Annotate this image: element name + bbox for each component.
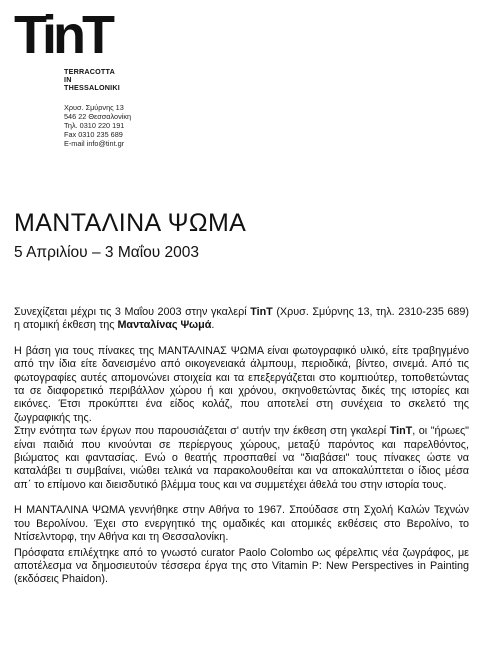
contact-address-city: 546 22 Θεσσαλονίκη	[64, 111, 132, 121]
contact-email: E-mail info@tint.gr	[64, 138, 125, 148]
paragraph-technique: Η βάση για τους πίνακες της ΜΑΝΤΑΛΙΝΑΣ ΨΩΜΑ είναι φωτογραφικό υλικό, είτε τραβηγμένο από την ίδια είτε δανεισμένο από οικογενειακά άλμπουμ, περιοδικά, βίντεο, σινεμά. Από τις φωτογραφίες αυτές απομονώνει στοιχεία και τα επεξεργάζεται στο κομπιούτερ, τοποθετώντας τα σε διαφορετικό περιβάλλον χώρου ή και χρόνου, σκηνοθετώντας δικές της ιστορίες και εικόνες. Έτσι προκύπτει ένα είδος κολάζ, που αποτελεί στη συνέχεια το σκελετό της ζωγραφικής της.	[14, 344, 469, 424]
intro-text-b: (Χρυσ. Σμύρνης 13, τηλ. 2310-235 689) η ατομική έκθεση της	[14, 306, 469, 332]
intro-artist-name: Μανταλίνας Ψωμά	[117, 319, 212, 332]
exhibition-title: ΜΑΝΤΑΛΙΝΑ ΨΩΜΑ	[14, 209, 247, 237]
paragraph-recent: Πρόσφατα επιλέχτηκε από το γνωστό curator Paolo Colombo ως φέρελπις νέα ζωγράφος, με αποτέλεσμα να δημοσιευτούν τέσσερα έργα της στο Vitamin P: New Perspectives in Painting (εκδόσεις Phaidon).	[14, 546, 469, 586]
tint-logo	[14, 5, 124, 92]
contact-phone: Τηλ. 0310 220 191	[64, 120, 125, 130]
paragraph-spacer	[14, 492, 469, 504]
paragraph-biography: Η ΜΑΝΤΑΛΙΝΑ ΨΩΜΑ γεννήθηκε στην Αθήνα το 1967. Σπούδασε στη Σχολή Καλών Τεχνών του Βερολίνου. Έχει στο ενεργητικό της ομαδικές και ατομικές εκθέσεις στο Βερολίνο, το Ντίσελντορφ, την Αθήνα και τη Θεσσαλονίκη.	[14, 504, 469, 544]
works-text-b: , οι "ήρωες" είναι παιδιά που κινούνται σε περίεργους χώρους, μεταξύ παρόντος και παρελθόντος, βιώματος και φαντασίας. Ενώ ο θεατής προσπαθεί να "διαβάσει" τους πίνακες ώστε να καταλάβει τι συμβαίνει, νιώθει τελικά να παρακολουθείται και να αποκαλύπτεται ο ίδιος μέσα απ΄ το επίμονο και διεισδυτικό βλέμμα τους και να συμμετέχει άθελά του στην ιστορία τους.	[14, 425, 469, 491]
logo-brand: TinT	[14, 5, 111, 65]
logo-wordmark	[14, 5, 124, 65]
works-text-a: Στην ενότητα των έργων που παρουσιάζεται σ' αυτήν την έκθεση στη γκαλερί	[14, 425, 390, 438]
logo-subtitle-line1: TERRACOTTA	[64, 67, 115, 76]
paragraph-works	[14, 425, 469, 492]
contact-address-street: Χρυσ. Σμύρνης 13	[64, 103, 124, 112]
logo-subtitle	[14, 68, 124, 92]
contact-fax: Fax 0310 235 689	[64, 129, 123, 139]
intro-text-a: Συνεχίζεται μέχρι τις 3 Μαΐου 2003 στην γκαλερί	[14, 306, 251, 318]
exhibition-dates: 5 Απριλίου – 3 Μαΐου 2003	[14, 244, 200, 261]
works-gallery-name: TinT	[389, 425, 413, 438]
logo-subtitle-line2: IN THESSALONIKI	[64, 75, 120, 92]
paragraph-intro	[14, 306, 469, 333]
paragraph-spacer	[14, 333, 469, 345]
intro-gallery-name: TinT	[250, 306, 273, 318]
contact-block	[64, 104, 131, 149]
intro-text-c: .	[211, 319, 215, 332]
press-release-body	[14, 306, 469, 587]
